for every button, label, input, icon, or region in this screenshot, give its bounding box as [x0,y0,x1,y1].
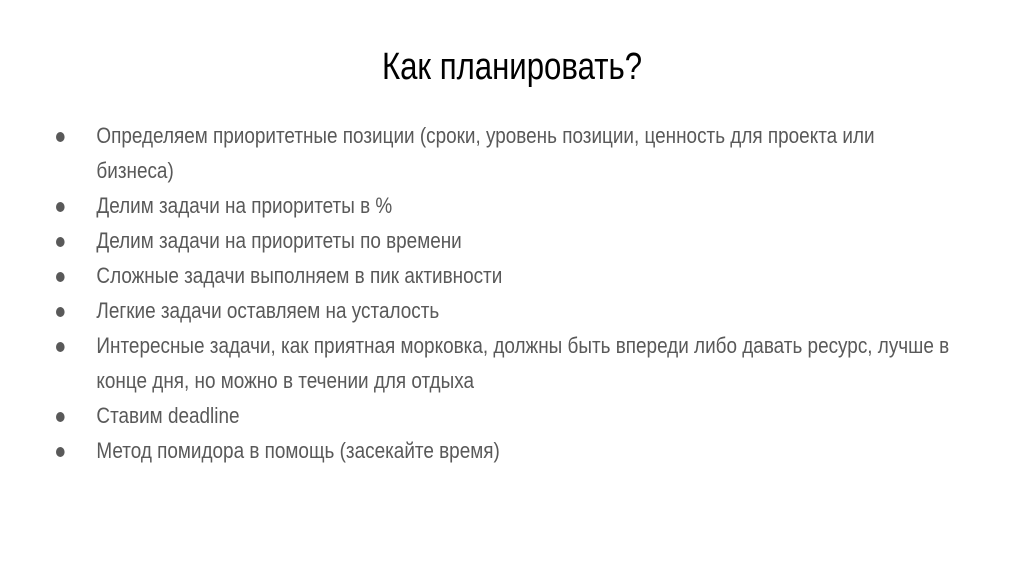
bullet-item [56,398,950,433]
bullet-list [56,118,950,468]
bullet-text: Сложные задачи выполняем в пик активности [96,263,503,288]
bullet-text: Делим задачи на приоритеты в % [96,193,393,218]
bullet-dot-icon [56,202,65,212]
bullet-dot-icon [56,412,65,422]
bullet-dot-icon [56,307,65,317]
bullet-dot-icon [56,237,65,247]
bullet-text: Легкие задачи оставляем на усталость [96,298,440,323]
bullet-text: Ставим deadline [96,403,240,428]
bullet-text: Определяем приоритетные позиции (сроки, уровень позиции, ценность для проекта или бизнеса) [96,123,875,183]
bullet-dot-icon [56,272,65,282]
slide-title: Как планировать? [381,46,643,88]
bullet-item [56,433,950,468]
bullet-item [56,188,950,223]
bullet-item [56,258,950,293]
bullet-item [56,328,950,398]
bullet-text: Делим задачи на приоритеты по времени [96,228,462,253]
bullet-text: Интересные задачи, как приятная морковка, должны быть впереди либо давать ресурс, лучше в конце дня, но можно в течении для отдыха [96,333,950,393]
bullet-item [56,293,950,328]
bullet-item [56,118,950,188]
bullet-dot-icon [56,132,65,142]
bullet-dot-icon [56,342,65,352]
bullet-text: Метод помидора в помощь (засекайте время) [96,438,500,463]
bullet-dot-icon [56,447,65,457]
bullet-item [56,223,950,258]
